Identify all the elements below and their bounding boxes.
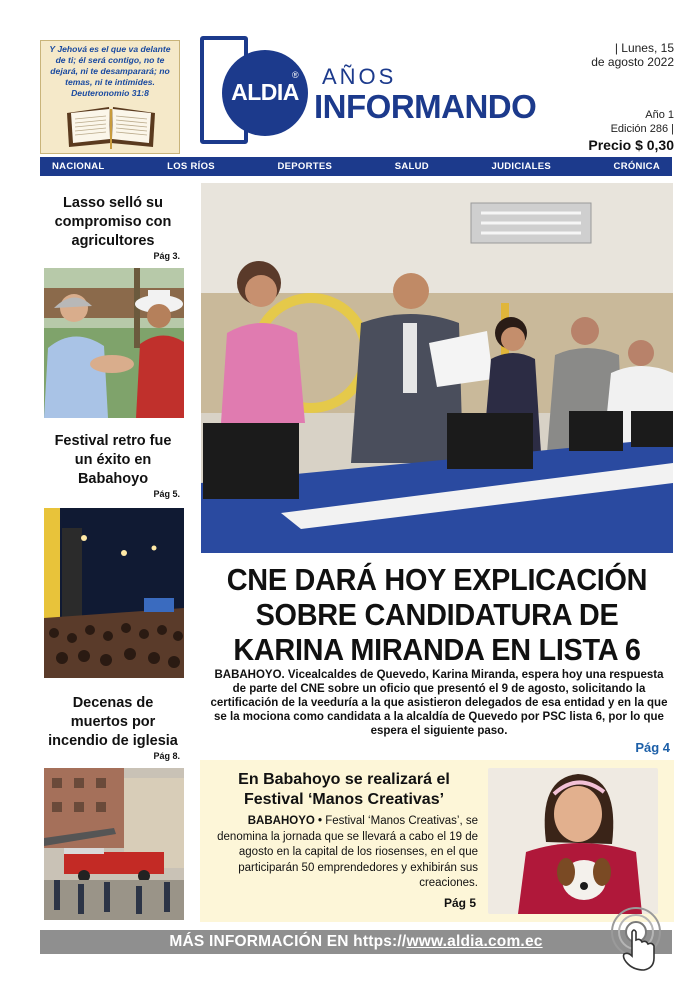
feature-dateline: BABAHOYO •	[247, 815, 323, 827]
main-page-ref[interactable]: Pág 4	[635, 740, 670, 755]
photo-incendio-iglesia	[44, 768, 184, 920]
issue-edition: Edición 286 |	[610, 123, 674, 135]
bible-verse-text: Y Jehová es el que va delante de ti; él será contigo, no te dejará, ni te desamparará; no temas, ni te intimides. Deuteronomio 31:8	[49, 44, 171, 98]
side-story-lasso[interactable]	[40, 190, 186, 268]
photo-lasso-agricultores	[44, 268, 184, 418]
photo-girl-with-dog	[488, 768, 658, 914]
nav-salud[interactable]: SALUD	[394, 161, 429, 172]
open-bible-icon	[63, 103, 159, 149]
feature-page-ref[interactable]: Pág 5	[443, 896, 476, 910]
logo-anos: AÑOS	[322, 64, 397, 89]
side-story-page: Pág 3.	[153, 251, 180, 261]
issue-year: Año 1	[645, 109, 674, 121]
feature-body-text: Festival ‘Manos Creativas’, se denomina la jornada que se llevará a cabo el 19 de agosto en la capital de los riosenses, en el que participarán 50 emprendedores y exhibirán sus creaciones.	[217, 815, 478, 889]
logo-brand: ALDIA	[231, 79, 299, 105]
issue-date-line2: de agosto 2022	[591, 55, 674, 69]
side-story-title: Lasso selló su compromiso con agricultores	[54, 195, 172, 249]
issue-price: Precio $ 0,30	[588, 137, 674, 153]
side-story-title: Decenas de muertos por incendio de iglesia	[48, 695, 178, 749]
section-nav	[40, 157, 672, 176]
footer-url-link[interactable]: www.aldia.com.ec	[406, 933, 543, 950]
issue-date-line1: | Lunes, 15	[614, 41, 674, 55]
side-story-festival-retro[interactable]	[40, 428, 186, 508]
side-story-incendio-iglesia[interactable]	[40, 690, 186, 768]
aldia-logo[interactable]	[200, 36, 580, 148]
side-story-page: Pág 5.	[153, 489, 180, 499]
feature-title: En Babahoyo se realizará el Festival ‘Manos Creativas’	[238, 771, 450, 808]
photo-cne-conference	[201, 183, 673, 553]
nav-cronica[interactable]: CRÓNICA	[613, 161, 660, 172]
side-story-title: Festival retro fue un éxito en Babahoyo	[54, 433, 172, 487]
photo-festival-retro	[44, 508, 184, 678]
tap-hand-icon[interactable]	[608, 906, 664, 972]
feature-manos-creativas[interactable]	[200, 760, 674, 922]
nav-los-rios[interactable]: LOS RÍOS	[167, 161, 215, 172]
feature-body	[210, 814, 478, 892]
main-headline[interactable]: CNE DARÁ HOY EXPLICACIÓN SOBRE CANDIDATURA DE KARINA MIRANDA EN LISTA 6	[226, 562, 648, 667]
logo-informando: INFORMANDO	[314, 88, 537, 125]
footer-bar	[40, 930, 672, 954]
nav-nacional[interactable]: NACIONAL	[52, 161, 105, 172]
side-story-page: Pág 8.	[153, 751, 180, 761]
bible-verse-box	[40, 40, 180, 154]
nav-deportes[interactable]: DEPORTES	[277, 161, 333, 172]
issue-info	[564, 108, 674, 136]
footer-prefix: MÁS INFORMACIÓN EN https://	[169, 933, 407, 950]
main-lead: BABAHOYO. Vicealcaldes de Quevedo, Karina Miranda, espera hoy una respuesta de parte del CNE sobre un oficio que presentó el 9 de agosto, solicitando la certificación de la veeduría a la que asistieron delegados de esa entidad y en la que se la mociona como candidata a la alcaldía de Quevedo por PSC lista 6, por lo que espera el siguiente paso.	[210, 669, 668, 737]
nav-judiciales[interactable]: JUDICIALES	[491, 161, 551, 172]
logo-registered-mark: ®	[292, 70, 299, 80]
issue-date	[574, 41, 674, 69]
